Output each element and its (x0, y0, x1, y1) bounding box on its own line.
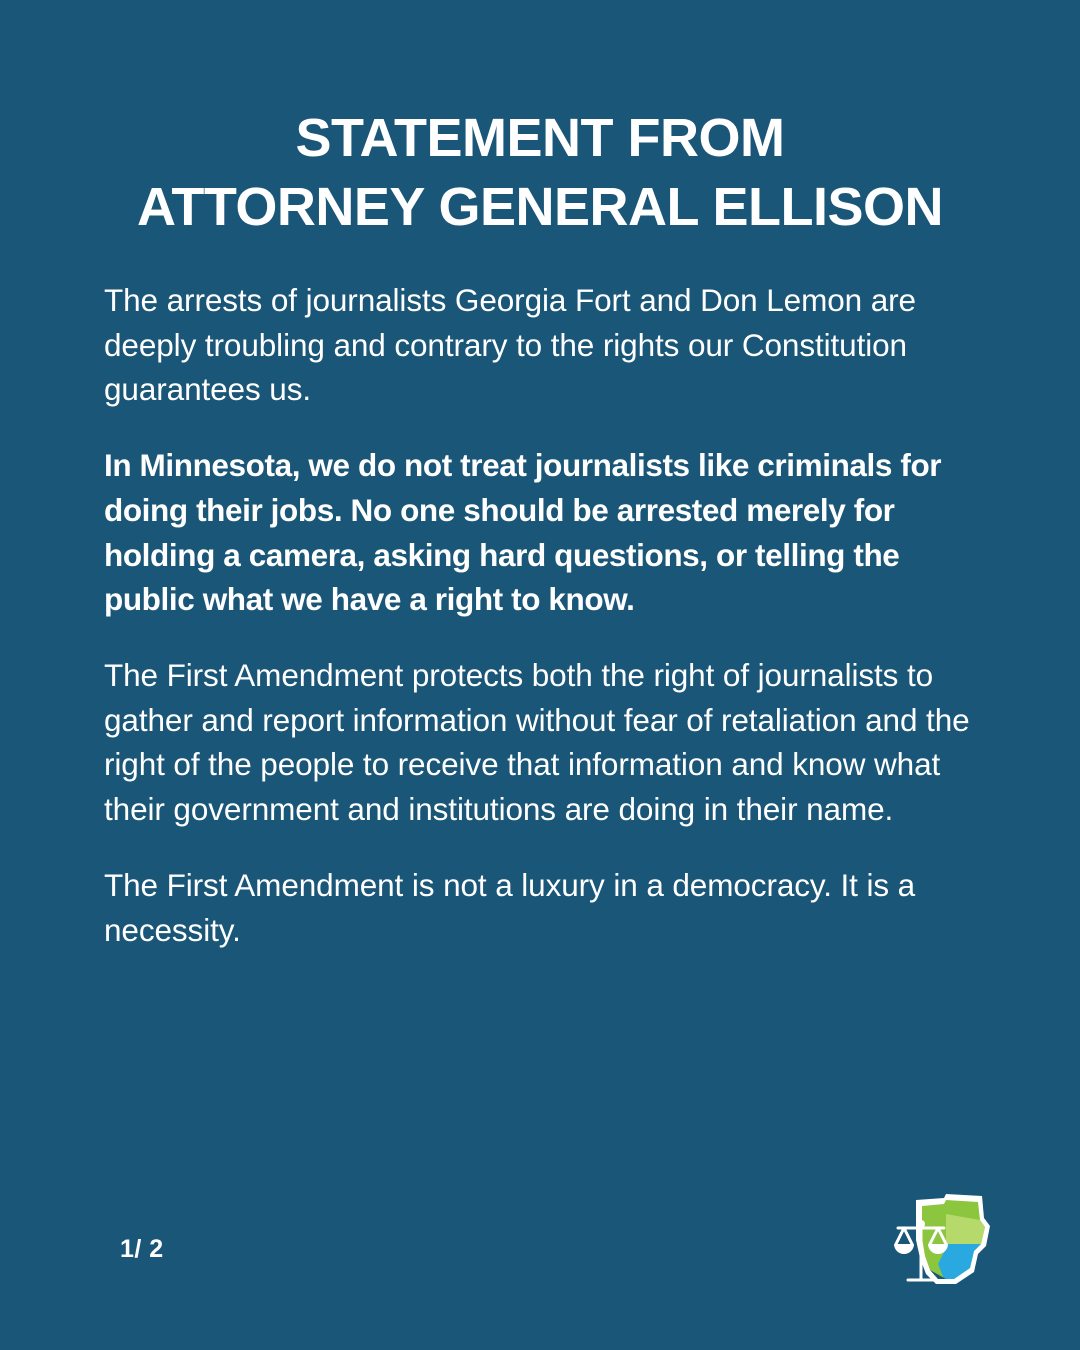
statement-paragraph-3: The First Amendment protects both the right of journalists to gather and report information without fear of retaliation and the right of the people to receive that information and know what their government and institutions are doing in their name. (104, 657, 970, 828)
page-title (60, 104, 1020, 242)
page-title-line-2: ATTORNEY GENERAL ELLISON (136, 177, 944, 238)
minnesota-attorney-general-logo-icon (886, 1188, 1006, 1298)
statement-paragraph-4: The First Amendment is not a luxury in a democracy. It is a necessity. (104, 866, 916, 948)
page-indicator: 1/ 2 (120, 1235, 164, 1263)
statement-body (104, 278, 984, 952)
statement-paragraph-1: The arrests of journalists Georgia Fort and Don Lemon are deeply troubling and contrary to the rights our Constitution guarantees us. (104, 282, 916, 408)
page-title-line-1: STATEMENT FROM (295, 108, 785, 168)
statement-paragraph-2: In Minnesota, we do not treat journalists like criminals for doing their jobs. No one should be arrested merely for holding a camera, asking hard questions, or telling the public what we have a right to know. (104, 447, 942, 618)
